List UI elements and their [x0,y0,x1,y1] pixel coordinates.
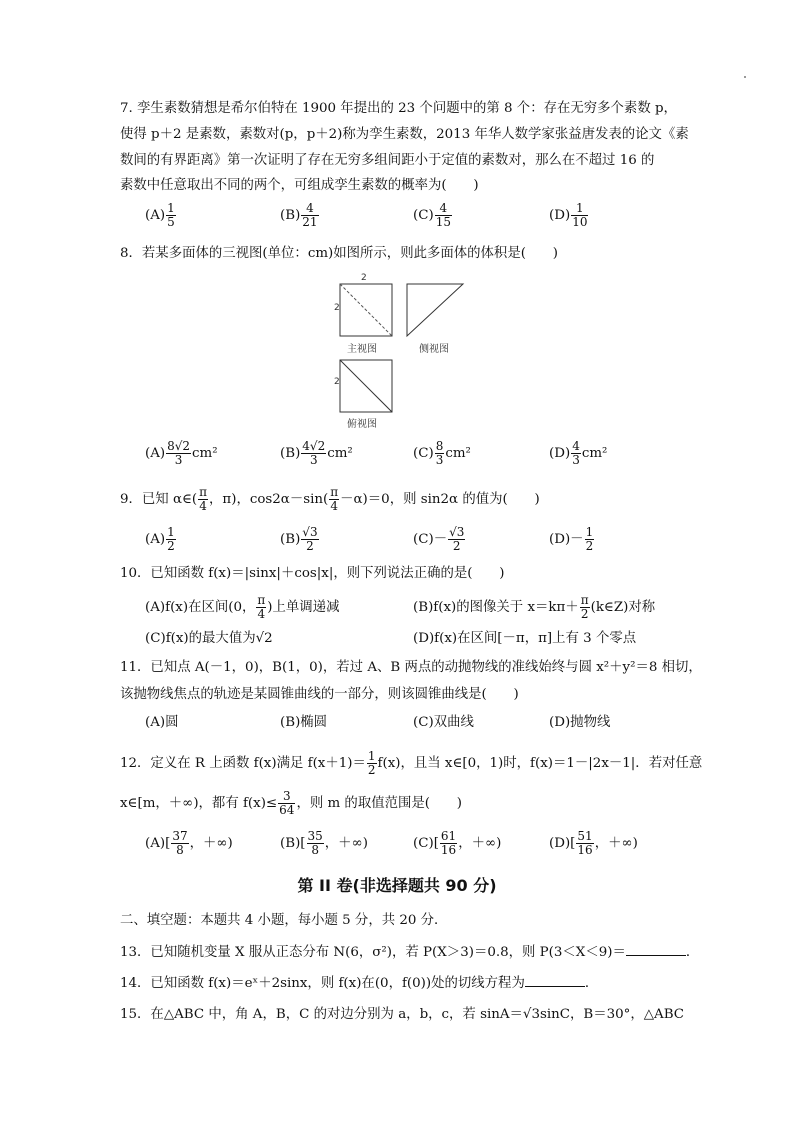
q10-option-c: (C)f(x)的最大值为√2 [145,631,273,646]
q10-option-d: (D)f(x)在区间[－π，π]上有 3 个零点 [413,631,637,646]
front-view-caption: 主视图 [347,344,377,355]
top-view-diagonal [340,360,392,412]
section-2-heading: 第 II 卷(非选择题共 90 分) [297,876,497,895]
q8-option-b: (B) $\frac{4√2}{3}$ cm² [280,439,353,467]
q12-option-b: (B)[ $\frac{35}{8}$ ，＋∞) [280,829,368,857]
q10-line1: 10．已知函数 f(x)＝|sinx|＋cos|x|，则下列说法正确的是( ) [120,566,505,581]
dim-front-left: 2 [334,303,340,313]
q11-line2: 该抛物线焦点的轨迹是某圆锥曲线的一部分，则该圆锥曲线是( ) [120,687,519,702]
q12-option-d: (D)[ $\frac{51}{16}$ ，＋∞) [549,829,638,857]
q15-line: 15．在△ABC 中，角 A，B，C 的对边分别为 a，b，c，若 sinA＝√3sinC，B＝30°，△ABC [120,1007,685,1022]
q9-option-c: (C)－ $\frac{√3}{2}$ [413,525,465,553]
q11-option-b: (B)椭圆 [280,715,328,730]
q8-option-c: (C) $\frac{8}{3}$ cm² [413,439,471,467]
q14-line: 14．已知函数 f(x)＝eˣ＋2sinx，则 f(x)在(0，f(0))处的切线方程为 ． [120,976,599,991]
q10-option-a: (A)f(x)在区间(0， $\frac{\pi}{4}$ )上单调递减 [145,593,340,621]
q9-option-b: (B) $\frac{√3}{2}$ [280,525,318,553]
q8-line1: 8．若某多面体的三视图(单位：cm)如图所示，则此多面体的体积是( ) [120,246,558,261]
side-view-caption: 侧视图 [419,344,449,355]
q13-answer-blank[interactable] [626,943,686,956]
q10-option-b: (B)f(x)的图像关于 x＝kπ＋ $\frac{\pi}{2}$ (k∈Z)对称 [413,593,656,621]
q11-option-d: (D)抛物线 [549,715,611,730]
q13-line: 13．已知随机变量 X 服从正态分布 N(6，σ²)，若 P(X＞3)＝0.8，则 P(3＜X＜9)＝ ． [120,945,700,960]
q11-option-c: (C)双曲线 [413,715,474,730]
q7-line1: 7. 孪生素数猜想是希尔伯特在 1900 年提出的 23 个问题中的第 8 个：存在无穷多个素数 p， [120,101,677,116]
q11-option-a: (A)圆 [145,715,179,730]
front-view-hidden-diagonal [340,284,392,336]
q12-stem-line2: x∈[m，＋∞)，都有 f(x)≤ $\frac{3}{64}$ ，则 m 的取值范围是( ) [120,789,463,817]
q12-option-c: (C)[ $\frac{61}{16}$ ，＋∞) [413,829,502,857]
q9-stem: 9．已知 α∈( $\frac{\pi}{4}$ ，π)，cos2α－sin( $\frac{\pi}{4}$ －α)＝0，则 sin2α 的值为( ) [120,485,540,513]
dim-front-top: 2 [361,273,367,283]
q7-line4: 素数中任意取出不同的两个，可组成孪生素数的概率为( ) [120,178,479,193]
q8-option-a: (A) $\frac{8√2}{3}$ cm² [145,439,218,467]
q7-option-b: (B) $\frac{4}{21}$ [280,201,318,229]
q7-option-a: (A) $\frac{1}{5}$ [145,201,175,229]
section-2-intro: 二、填空题：本题共 4 小题，每小题 5 分，共 20 分． [120,913,448,928]
q11-line1: 11．已知点 A(－1，0)，B(1，0)，若过 A、B 两点的动抛物线的准线始终与圆 x²＋y²＝8 相切， [120,660,702,675]
q7-line3: 数间的有界距离》第一次证明了存在无穷多组间距小于定值的素数对，那么在不超过 16 的 [120,153,655,168]
q14-answer-blank[interactable] [525,974,585,987]
q12-option-a: (A)[ $\frac{37}{8}$ ，＋∞) [145,829,233,857]
side-view-triangle [407,284,463,336]
q9-option-d: (D)－ $\frac{1}{2}$ [549,525,594,553]
q7-option-d: (D) $\frac{1}{10}$ [549,201,588,229]
q7-line2: 使得 p＋2 是素数，素数对(p，p＋2)称为孪生素数，2013 年华人数学家张益唐发表的论文《素 [120,127,689,142]
q8-option-d: (D) $\frac{4}{3}$ cm² [549,439,608,467]
q7-option-c: (C) $\frac{4}{15}$ [413,201,451,229]
q12-stem-line1: 12．定义在 R 上函数 f(x)满足 f(x＋1)＝ $\frac{1}{2}$ f(x)，且当 x∈[0，1)时，f(x)＝1－|2x－1|．若对任意 [120,749,703,777]
q9-option-a: (A) $\frac{1}{2}$ [145,525,175,553]
scan-dot [744,76,746,78]
top-view-caption: 俯视图 [347,419,377,430]
dim-top-left: 2 [334,377,340,387]
